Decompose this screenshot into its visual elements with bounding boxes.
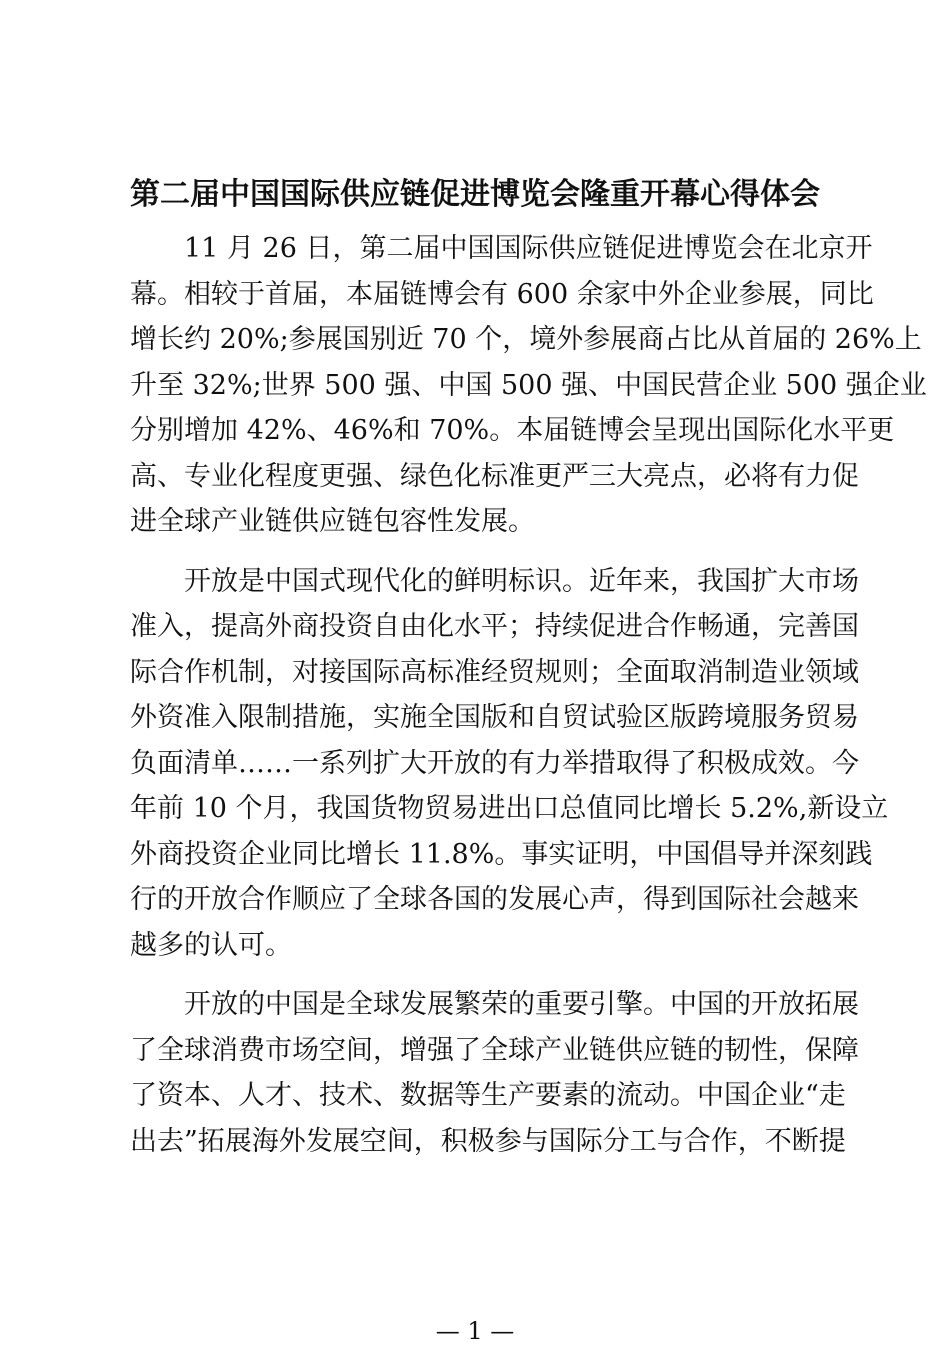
paragraph-line: 高、专业化程度更强、绿色化标准更严三大亮点，必将有力促 <box>130 460 859 492</box>
paragraph-3 <box>130 982 859 1164</box>
paragraph-line: 幕。相较于首届，本届链博会有 600 余家中外企业参展，同比 <box>130 278 874 310</box>
paragraph-line: 进全球产业链供应链包容性发展。 <box>130 506 535 537</box>
paragraph-line: 分别增加 42%、46%和 70%。本届链博会呈现出国际化水平更 <box>130 415 895 446</box>
paragraph-line: 升至 32%;世界 500 强、中国 500 强、中国民营企业 500 强企业 <box>130 369 927 401</box>
paragraph-line: 11 月 26 日，第二届中国国际供应链促进博览会在北京开 <box>184 233 873 264</box>
document-title: 第二届中国国际供应链促进博览会隆重开幕心得体会 <box>130 177 820 212</box>
paragraph-line: 越多的认可。 <box>130 929 292 961</box>
paragraph-line: 出去”拓展海外发展空间，积极参与国际分工与合作，不断提 <box>130 1125 846 1157</box>
paragraph-1 <box>130 226 927 545</box>
paragraph-line: 际合作机制，对接国际高标准经贸规则；全面取消制造业领域 <box>130 656 859 688</box>
paragraph-line: 年前 10 个月，我国货物贸易进出口总值同比增长 5.2%,新设立 <box>130 793 889 824</box>
paragraph-line: 开放的中国是全球发展繁荣的重要引擎。中国的开放拓展 <box>184 989 859 1020</box>
paragraph-line: 行的开放合作顺应了全球各国的发展心声，得到国际社会越来 <box>130 884 859 915</box>
paragraph-line: 了全球消费市场空间，增强了全球产业链供应链的韧性，保障 <box>130 1034 859 1066</box>
paragraph-line: 了资本、人才、技术、数据等生产要素的流动。中国企业“走 <box>130 1080 846 1111</box>
paragraph-line: 增长约 20%;参展国别近 70 个，境外参展商占比从首届的 26%上 <box>130 324 922 355</box>
paragraph-2 <box>130 559 889 969</box>
paragraph-line: 准入，提高外商投资自由化水平；持续促进合作畅通，完善国 <box>130 611 859 642</box>
document-body <box>130 226 927 1178</box>
paragraph-line: 外资准入限制措施，实施全国版和自贸试验区版跨境服务贸易 <box>130 702 859 733</box>
page-number: — 1 — <box>435 1317 515 1345</box>
paragraph-line: 开放是中国式现代化的鲜明标识。近年来，我国扩大市场 <box>184 565 859 597</box>
paragraph-line: 外商投资企业同比增长 11.8%。事实证明，中国倡导并深刻践 <box>130 838 873 870</box>
paragraph-line: 负面清单……一系列扩大开放的有力举措取得了积极成效。今 <box>130 747 859 779</box>
